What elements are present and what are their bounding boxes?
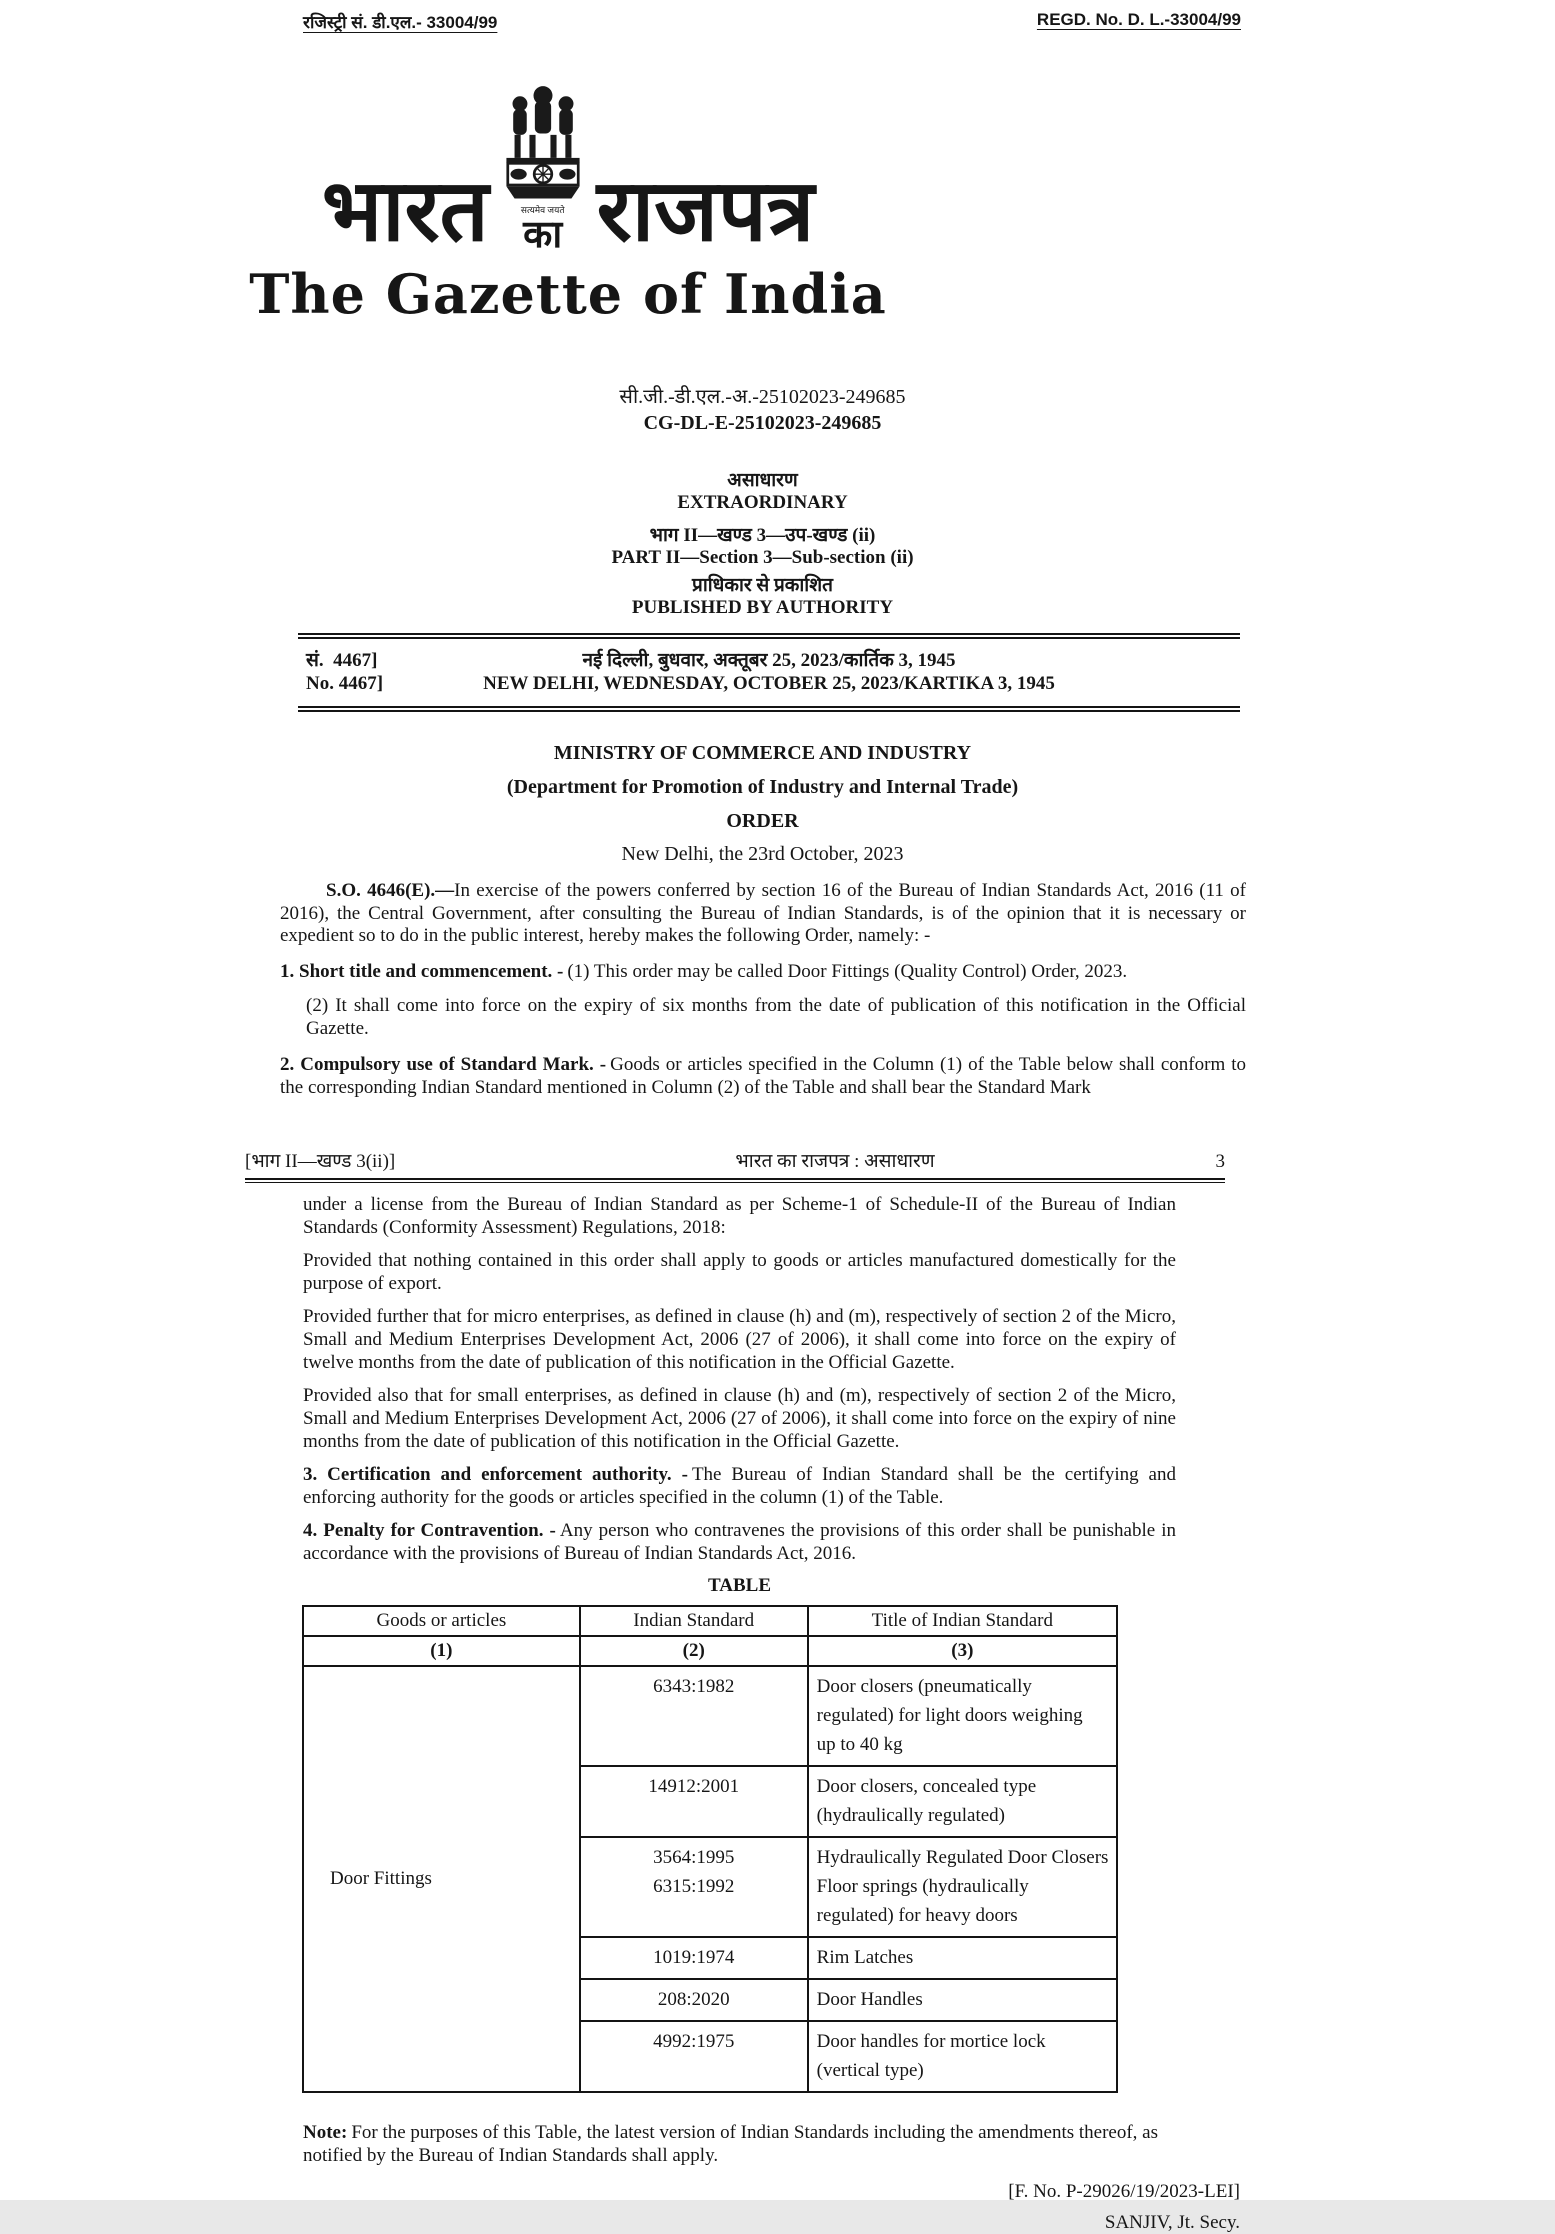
table-header-row	[303, 1606, 1117, 1636]
running-header-part: [भाग II—खण्ड 3(ii)]	[245, 1151, 396, 1172]
part-hindi: भाग II—खण्ड 3—उप-खण्ड (ii)	[649, 525, 876, 546]
title-line: Hydraulically Regulated Door Closers	[816, 1847, 1109, 1868]
note-lead: Note:	[303, 2122, 348, 2143]
page2-body	[303, 1193, 1176, 1565]
clause-3-lead: 3. Certification and enforcement authority. -	[303, 1464, 688, 1485]
masthead-word-ka: का	[523, 214, 563, 257]
proviso-micro-text: Provided further that for micro enterprises, as defined in clause (h) and (m), respectively of section 2 of the Micro, Small and Medium Enterprises Development Act, 2006 (27 of 2006), it shall come into force on the expiry of twelve months from the date of publication of this notification in the Official Gazette.	[303, 1306, 1176, 1373]
proviso-small-text: Provided also that for small enterprises, as defined in clause (h) and (m), respectively of section 2 of the Micro, Small and Medium Enterprises Development Act, 2006 (27 of 2006), it shall come into force on the expiry of nine months from the date of publication of this notification in the Official Gazette.	[303, 1385, 1176, 1452]
clause-4	[303, 1519, 1176, 1565]
header-title: Title of Indian Standard	[808, 1606, 1117, 1636]
title-cell	[808, 1766, 1117, 1837]
title-line: Rim Latches	[816, 1947, 914, 1968]
standard-cell	[580, 1666, 808, 1766]
masthead-word-bharat: भारत	[321, 162, 489, 259]
header-standard: Indian Standard	[580, 1606, 808, 1636]
title-line: (vertical type)	[816, 2060, 924, 2081]
clause-3	[303, 1463, 1176, 1509]
clause-1	[280, 961, 1246, 984]
department-title: (Department for Promotion of Industry and Internal Trade)	[506, 776, 1019, 798]
authority-hindi: प्राधिकार से प्रकाशित	[692, 575, 833, 596]
title-cell	[808, 1979, 1117, 2021]
cg-code-hindi: सी.जी.-डी.एल.-अ.-25102023-249685	[619, 386, 906, 408]
so-text: In exercise of the powers conferred by section 16 of the Bureau of Indian Standards Act, 2016 (11 of 2016), the Central Government, after consulting the Bureau of Indian Standards, is of the opinion that it is necessary or expedient so to do in the public interest, hereby makes the following Order, namely: -	[280, 880, 1246, 946]
title-line: Door Handles	[816, 1989, 923, 2010]
standard-value: 1019:1974	[653, 1947, 735, 1968]
proviso-export	[303, 1249, 1176, 1295]
title-cell	[808, 2021, 1117, 2092]
proviso-micro-enterprises	[303, 1305, 1176, 1374]
clause-4-lead: 4. Penalty for Contravention. -	[303, 1520, 556, 1541]
proviso-export-text: Provided that nothing contained in this order shall apply to goods or articles manufactured domestically for the purpose of export.	[303, 1250, 1176, 1294]
issue-number-hindi: सं. 4467]	[306, 650, 378, 671]
double-rule-bottom	[298, 706, 1240, 712]
table-title: TABLE	[707, 1575, 771, 1596]
title-line: Door closers, concealed type	[816, 1776, 1037, 1797]
running-header-title: भारत का राजपत्र : असाधारण	[735, 1151, 935, 1172]
masthead-hindi-title	[248, 60, 888, 259]
registration-number-english: REGD. No. D. L.-33004/99	[1036, 10, 1241, 29]
masthead-emblem-column	[497, 80, 589, 256]
title-line: Door handles for mortice lock	[816, 2031, 1046, 2052]
running-header-rule	[245, 1178, 1225, 1183]
issue-row-hindi	[298, 646, 1240, 673]
standard-cell	[580, 1979, 808, 2021]
standard-value: 4992:1975	[653, 2031, 735, 2052]
issue-row-english	[298, 673, 1240, 700]
colnum-3: (3)	[808, 1636, 1117, 1666]
clause-3-text: The Bureau of Indian Standard shall be the certifying and enforcing authority for the goods or articles specified in the column (1) of the Table.	[303, 1464, 1176, 1508]
part-english: PART II—Section 3—Sub-section (ii)	[611, 547, 914, 568]
issue-date-english: NEW DELHI, WEDNESDAY, OCTOBER 25, 2023/KARTIKA 3, 1945	[483, 673, 1055, 694]
registration-number-hindi: रजिस्ट्री सं. डी.एल.- 33004/99	[303, 13, 498, 32]
standard-cell	[580, 1937, 808, 1979]
license-paragraph	[303, 1193, 1176, 1239]
extraordinary-hindi: असाधारण	[727, 470, 798, 491]
table-colnum-row	[303, 1636, 1117, 1666]
emblem-motto: सत्यमेव जयते	[520, 205, 565, 216]
note-text: For the purposes of this Table, the latest version of Indian Standards including the amendments thereof, as notified by the Bureau of Indian Standards shall apply.	[303, 2122, 1159, 2166]
so-paragraph	[280, 880, 1246, 948]
title-line: Door closers (pneumatically	[816, 1676, 1032, 1697]
page2	[0, 1150, 1555, 2234]
masthead-word-rajpatra: राजपत्र	[596, 162, 815, 259]
standards-table	[302, 1605, 1118, 2093]
masthead	[248, 60, 888, 326]
page-number: 3	[1215, 1151, 1225, 1172]
colnum-2: (2)	[580, 1636, 808, 1666]
clause-1-text: (1) This order may be called Door Fittings (Quality Control) Order, 2023.	[567, 960, 1128, 982]
standard-value: 3564:1995	[653, 1847, 735, 1868]
title-line: regulated) for light doors weighing	[816, 1705, 1083, 1726]
so-number: S.O. 4646(E).—	[326, 880, 455, 901]
standard-value: 6315:1992	[653, 1876, 735, 1897]
proviso-small-enterprises	[303, 1384, 1176, 1453]
colnum-1: (1)	[303, 1636, 580, 1666]
title-line: regulated) for heavy doors	[816, 1905, 1018, 1926]
registration-row	[303, 10, 1241, 33]
clause-2-text: Goods or articles specified in the Column (1) of the Table below shall conform to the corresponding Indian Standard mentioned in Column (2) of the Table and shall bear the Standard Mark	[280, 1054, 1246, 1098]
page2-running-header	[245, 1150, 1225, 1174]
table-row	[303, 1666, 1117, 1766]
standard-cell	[580, 1837, 808, 1937]
title-cell	[808, 1937, 1117, 1979]
clause-2	[280, 1054, 1246, 1099]
order-heading-block	[280, 742, 1245, 865]
clause-1-sub-2	[306, 995, 1246, 1040]
title-cell	[808, 1837, 1117, 1937]
title-cell	[808, 1666, 1117, 1766]
issue-bar	[298, 633, 1240, 712]
cg-code-english: CG-DL-E-25102023-249685	[643, 412, 882, 434]
gazette-english-title: The Gazette of India	[249, 262, 887, 326]
order-place-date: New Delhi, the 23rd October, 2023	[621, 843, 904, 865]
standard-cell	[580, 1766, 808, 1837]
clause-1-lead: 1. Short title and commencement. -	[280, 960, 564, 982]
table-note	[303, 2121, 1176, 2167]
standard-value: 6343:1982	[653, 1676, 735, 1697]
header-goods: Goods or articles	[303, 1606, 580, 1636]
ministry-title: MINISTRY OF COMMERCE AND INDUSTRY	[553, 742, 972, 764]
file-number: [F. No. P-29026/19/2023-LEI]	[1008, 2181, 1240, 2202]
clause-4-text: Any person who contravenes the provisions of this order shall be punishable in accordance with the provisions of Bureau of Indian Standards Act, 2016.	[303, 1520, 1176, 1564]
goods-cell: Door Fittings	[303, 1666, 580, 2092]
order-heading: ORDER	[726, 810, 799, 832]
national-emblem-icon	[501, 80, 585, 206]
extraordinary-english: EXTRAORDINARY	[677, 492, 848, 513]
license-paragraph-text: under a license from the Bureau of Indian Standard as per Scheme-1 of Schedule-II of the Bureau of Indian Standards (Conformity Assessment) Regulations, 2018:	[303, 1194, 1176, 1238]
standard-value: 14912:2001	[648, 1776, 740, 1797]
page1-body	[280, 880, 1246, 1111]
title-line: up to 40 kg	[816, 1734, 903, 1755]
standard-cell	[580, 2021, 808, 2092]
clause-1-sub-2-text: (2) It shall come into force on the expiry of six months from the date of publication of this notification in the Official Gazette.	[306, 995, 1246, 1039]
standard-value: 208:2020	[657, 1989, 730, 2010]
clause-2-lead: 2. Compulsory use of Standard Mark. -	[280, 1054, 607, 1075]
issue-classification-block	[280, 470, 1245, 619]
authority-english: PUBLISHED BY AUTHORITY	[631, 597, 894, 618]
title-line: (hydraulically regulated)	[816, 1805, 1005, 1826]
title-line: Floor springs (hydraulically	[816, 1876, 1029, 1897]
issue-number-english: No. 4467]	[306, 673, 384, 694]
issue-date-hindi: नई दिल्ली, बुधवार, अक्तूबर 25, 2023/कार्तिक 3, 1945	[582, 650, 956, 671]
signature: SANJIV, Jt. Secy.	[1104, 2212, 1240, 2233]
cg-code-block	[280, 382, 1245, 435]
